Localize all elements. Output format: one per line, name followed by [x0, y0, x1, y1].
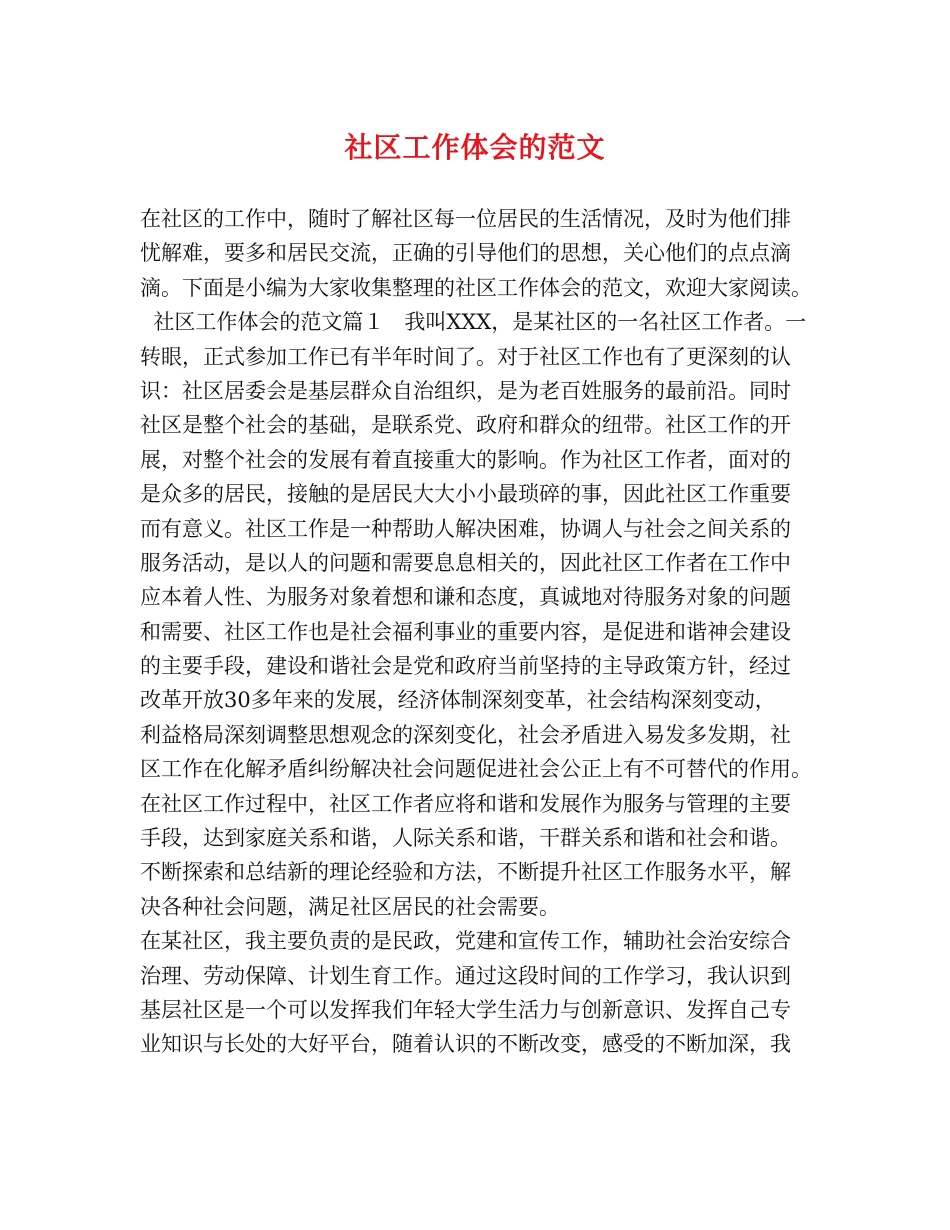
body-text-line: 和需要、社区工作也是社会福利事业的重要内容，是促进和谐神会建设 [140, 619, 791, 644]
body-text-line: 改革开放30多年来的发展，经济体制深刻变革，社会结构深刻变动， [140, 688, 776, 713]
body-text-line: 忧解难，要多和居民交流，正确的引导他们的思想，关心他们的点点滴 [140, 241, 791, 266]
body-text-line: 治理、劳动保障、计划生育工作。通过这段时间的工作学习，我认识到 [140, 963, 791, 988]
body-text-line: 社区工作体会的范文篇１ 我叫XXX，是某社区的一名社区工作者。一 [140, 310, 807, 335]
document-title: 社区工作体会的范文 [344, 131, 606, 164]
body-text-line: 不断探索和总结新的理论经验和方法，不断提升社区工作服务水平，解 [140, 860, 791, 885]
body-text-line: 区工作在化解矛盾纠纷解决社会问题促进社会公正上有不可替代的作用。 [140, 757, 812, 782]
body-text-line: 应本着人性、为服务对象着想和谦和态度，真诚地对待服务对象的问题 [140, 585, 791, 610]
document-body [140, 202, 830, 1062]
body-text-line: 而有意义。社区工作是一种帮助人解决困难，协调人与社会之间关系的 [140, 516, 791, 541]
body-text-line: 社区是整个社会的基础，是联系党、政府和群众的纽带。社区工作的开 [140, 413, 791, 438]
body-text-line: 转眼，正式参加工作已有半年时间了。对于社区工作也有了更深刻的认 [140, 344, 791, 369]
body-text-line: 在社区工作过程中，社区工作者应将和谐和发展作为服务与管理的主要 [140, 791, 791, 816]
body-text-line: 利益格局深刻调整思想观念的深刻变化，社会矛盾进入易发多发期，社 [140, 722, 791, 747]
body-text-line: 是众多的居民，接触的是居民大大小小最琐碎的事，因此社区工作重要 [140, 482, 791, 507]
body-text-line: 滴。下面是小编为大家收集整理的社区工作体会的范文，欢迎大家阅读。 [140, 275, 812, 300]
body-text-line: 基层社区是一个可以发挥我们年轻大学生活力与创新意识、发挥自己专 [140, 997, 791, 1022]
body-text-line: 展，对整个社会的发展有着直接重大的影响。作为社区工作者，面对的 [140, 447, 791, 472]
body-text-line: 业知识与长处的大好平台，随着认识的不断改变，感受的不断加深，我 [140, 1032, 791, 1057]
body-text-line: 在某社区，我主要负责的是民政，党建和宣传工作，辅助社会治安综合 [140, 929, 791, 954]
body-text-line: 在社区的工作中，随时了解社区每一位居民的生活情况，及时为他们排 [140, 207, 791, 231]
body-text-line: 决各种社会问题，满足社区居民的社会需要。 [140, 894, 560, 919]
body-text-line: 识：社区居委会是基层群众自治组织，是为老百姓服务的最前沿。同时 [140, 378, 791, 403]
body-text-line: 服务活动，是以人的问题和需要息息相关的，因此社区工作者在工作中 [140, 550, 791, 575]
body-text-line: 手段，达到家庭关系和谐，人际关系和谐，干群关系和谐和社会和谐。 [140, 826, 791, 851]
body-text-line: 的主要手段，建设和谐社会是党和政府当前坚持的主导政策方针，经过 [140, 654, 791, 679]
